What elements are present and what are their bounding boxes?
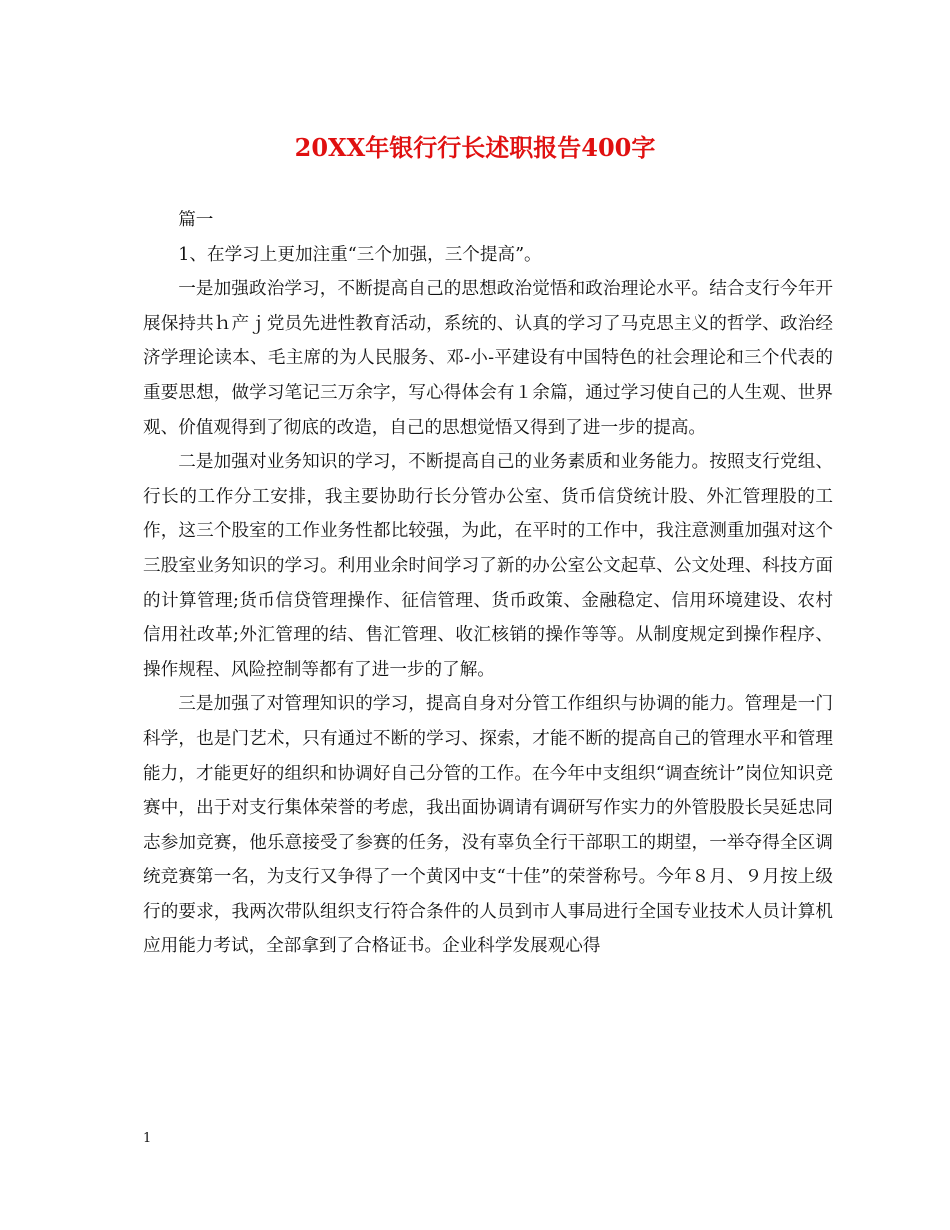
section-heading: 篇一: [178, 210, 214, 230]
paragraph-political-study: 一是加强政治学习，不断提高自己的思想政治觉悟和政治理论水平。结合支行今年开展保持共ｈ产ｊ党员先进性教育活动，系统的、认真的学习了马克思主义的哲学、政治经济学理论读本、毛主席的为人民服务、邓-小-平建设有中国特色的社会理论和三个代表的重要思想，做学习笔记三万余字，写心得体会有１余篇，通过学习使自己的人生观、世界观、价值观得到了彻底的改造，自己的思想觉悟又得到了进一步的提高。: [143, 279, 833, 438]
document-title: 20XX年银行行长述职报告400字: [294, 133, 656, 162]
paragraph-point-1: 1、在学习上更加注重“三个加强，三个提高”。: [178, 244, 542, 265]
paragraph-business-study: 二是加强对业务知识的学习，不断提高自己的业务素质和业务能力。按照支行党组、行长的工作分工安排，我主要协助行长分管办公室、货币信贷统计股、外汇管理股的工作，这三个股室的工作业务性都比较强，为此，在平时的工作中，我注意测重加强对这个三股室业务知识的学习。利用业余时间学习了新的办公室公文起草、公文处理、科技方面的计算管理;货币信贷管理操作、征信管理、货币政策、金融稳定、信用环境建设、农村信用社改革;外汇管理的结、售汇管理、收汇核销的操作等等。从制度规定到操作程序、操作规程、风险控制等都有了进一步的了解。: [143, 452, 833, 680]
page-number: 1: [143, 1131, 152, 1146]
paragraph-management-study: 三是加强了对管理知识的学习，提高自身对分管工作组织与协调的能力。管理是一门科学，也是门艺术，只有通过不断的学习、探索，才能不断的提高自己的管理水平和管理能力，才能更好的组织和协调好自己分管的工作。在今年中支组织“调查统计”岗位知识竞赛中，出于对支行集体荣誉的考虑，我出面协调请有调研写作实力的外管股股长吴延忠同志参加竞赛，他乐意接受了参赛的任务，没有辜负全行干部职工的期望，一举夺得全区调统竞赛第一名，为支行又争得了一个黄冈中支“十佳”的荣誉称号。今年８月、９月按上级行的要求，我两次带队组织支行符合条件的人员到市人事局进行全国专业技术人员计算机应用能力考试，全部拿到了合格证书。企业科学发展观心得: [143, 694, 833, 957]
document-body: [143, 203, 833, 964]
